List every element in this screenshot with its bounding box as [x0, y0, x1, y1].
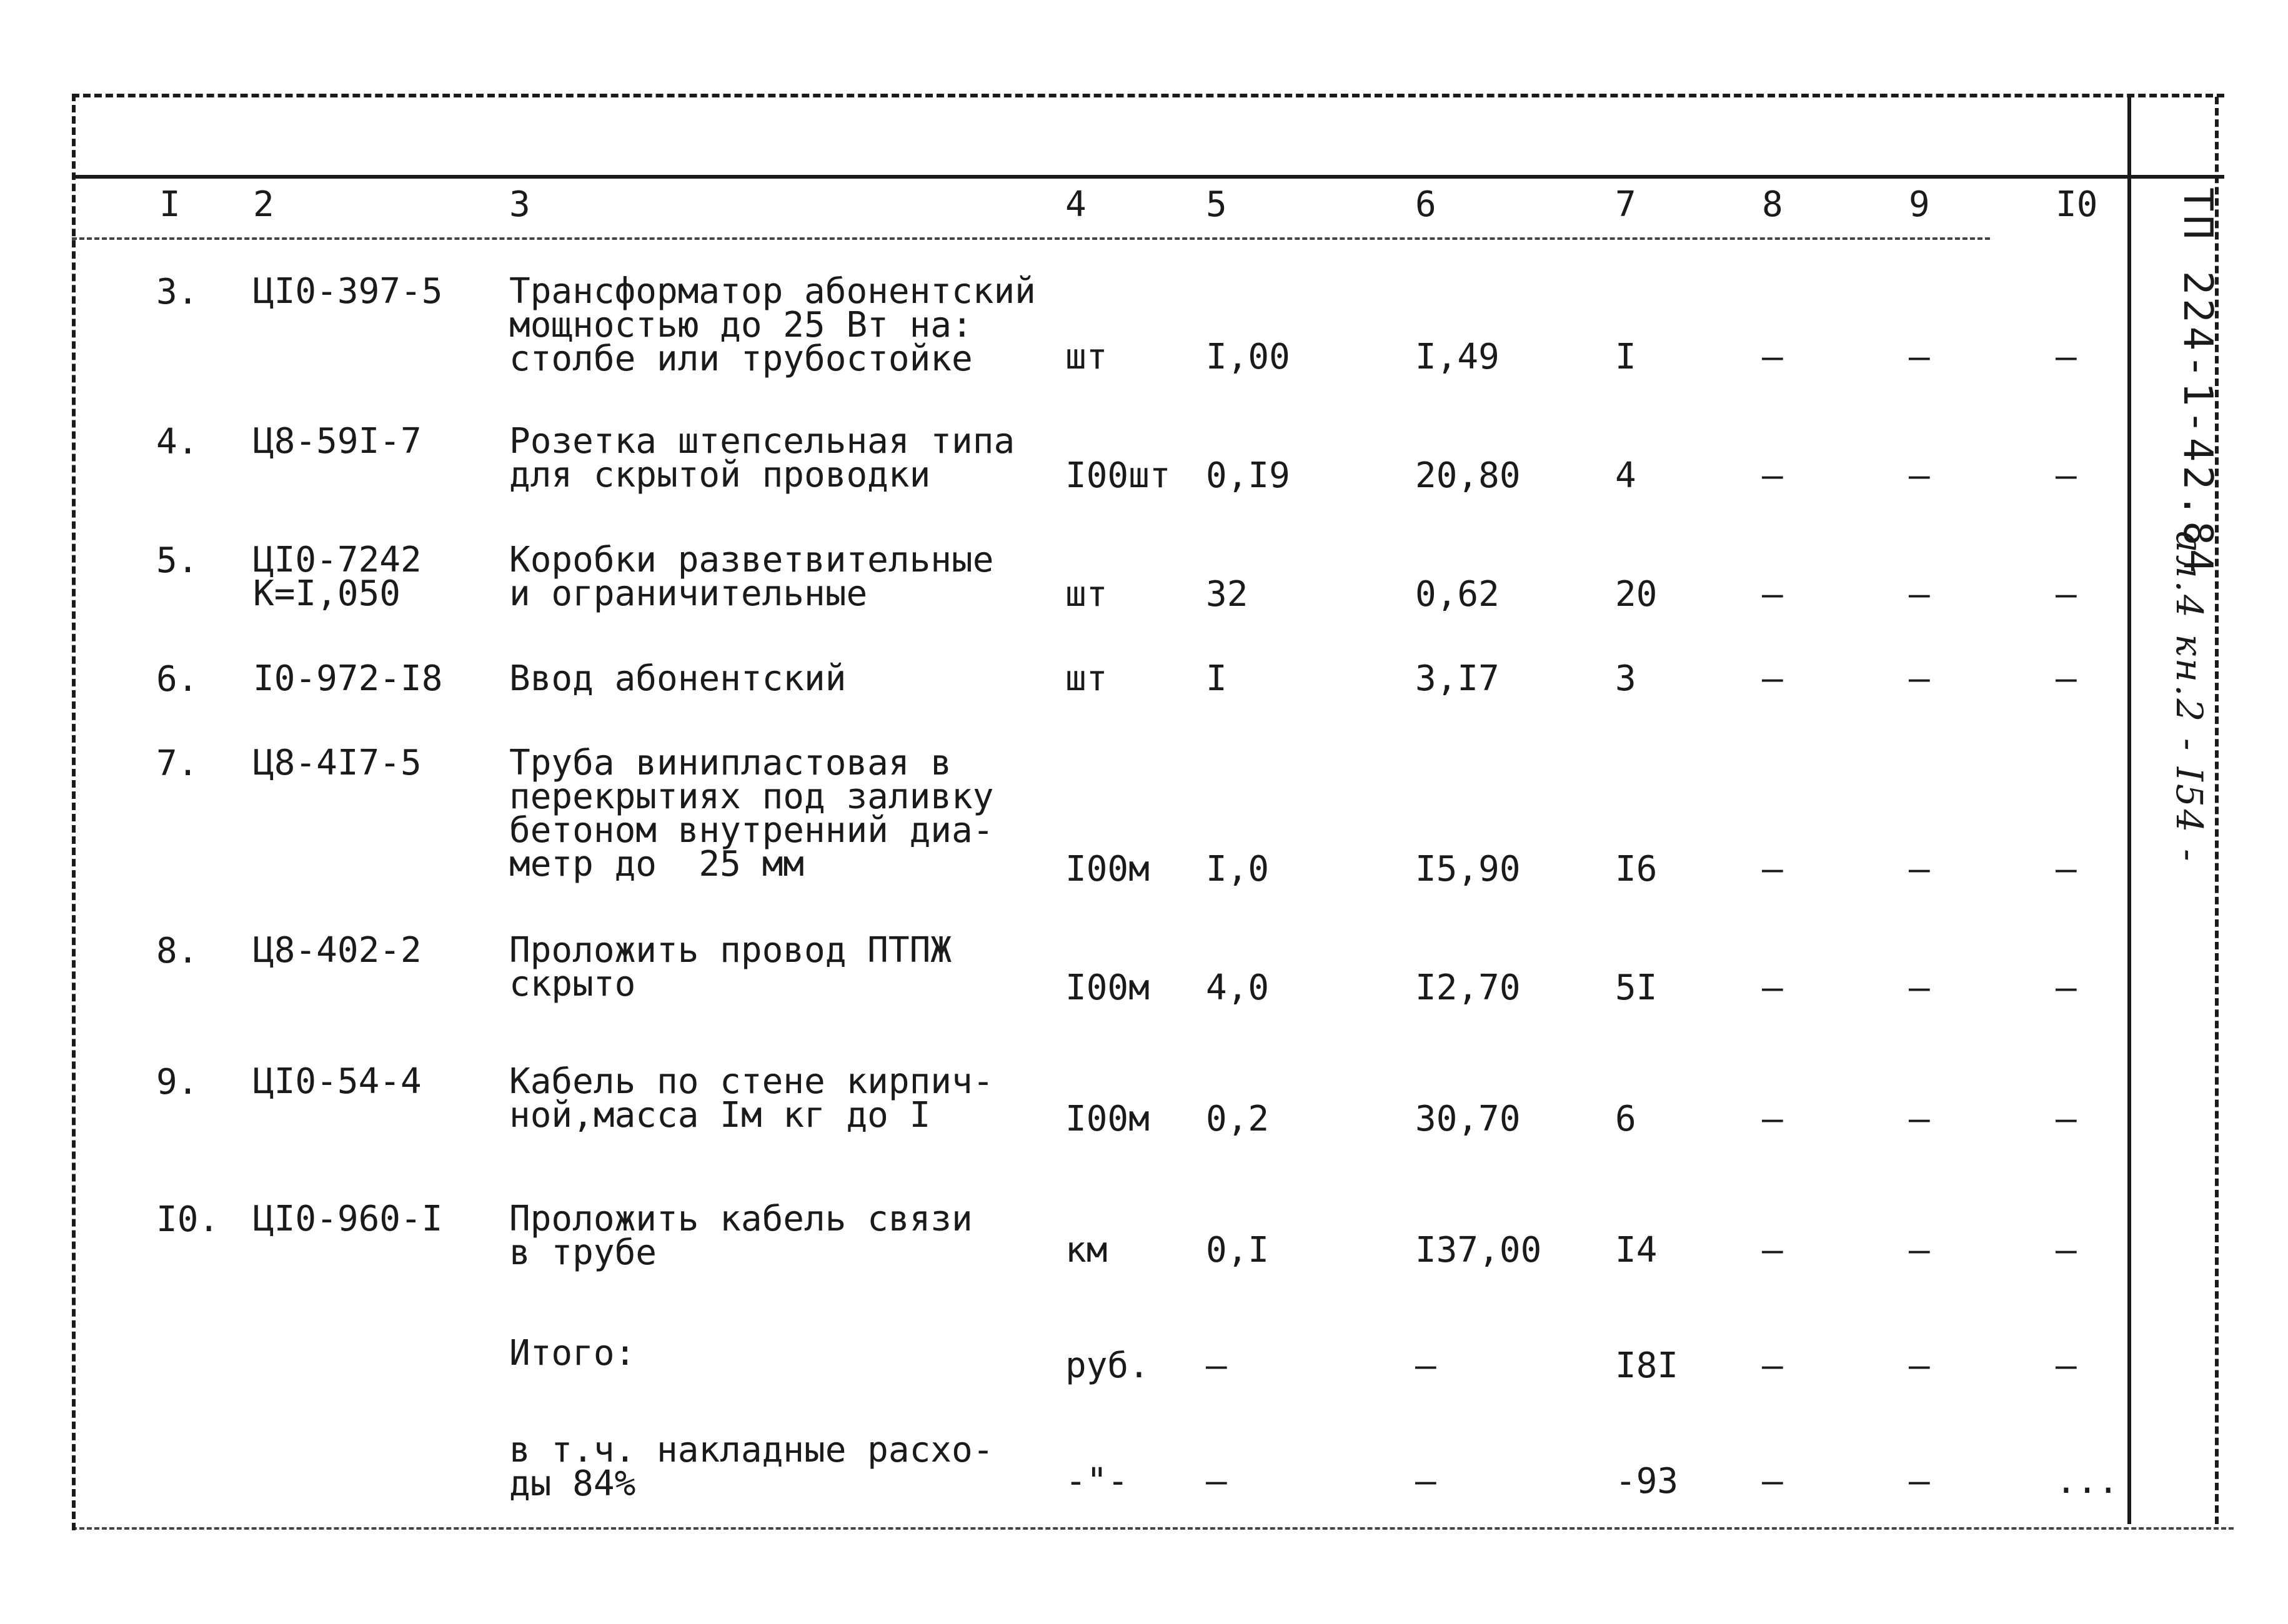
- col-9-value: –: [1909, 1461, 1930, 1502]
- column-header-1: I: [159, 184, 181, 225]
- unit: I00м: [1065, 849, 1150, 889]
- total-cost: I: [1615, 337, 1636, 377]
- work-description: Трансформатор абонентский мощностью до 25 Вт на: столбе или трубостойке: [509, 271, 1036, 379]
- quantity: 0,2: [1206, 1099, 1270, 1139]
- work-description: Кабель по стене кирпич- ной,масса Iм кг до I: [509, 1061, 994, 1136]
- unit-price: –: [1415, 1345, 1436, 1386]
- col-9-value: –: [1909, 337, 1930, 377]
- col-8-value: –: [1762, 1099, 1783, 1139]
- row-number: 7.: [156, 743, 199, 784]
- total-cost: I6: [1615, 849, 1658, 889]
- unit: шт: [1065, 658, 1108, 699]
- total-cost: -93: [1615, 1461, 1679, 1502]
- unit: I00м: [1065, 1099, 1150, 1139]
- price-code: ЦI0-397-5: [253, 271, 443, 312]
- quantity: 32: [1206, 574, 1248, 615]
- col-10-value: –: [2056, 1099, 2077, 1139]
- unit: шт: [1065, 337, 1108, 377]
- quantity: 0,I9: [1206, 455, 1290, 496]
- work-description: Коробки разветвительные и ограничительные: [509, 540, 994, 614]
- price-code: ЦI0-7242 К=I,050: [253, 540, 422, 614]
- price-code: ЦI0-54-4: [253, 1061, 422, 1102]
- col-10-value: –: [2056, 337, 2077, 377]
- stamp-column-divider: [2127, 97, 2131, 1524]
- col-10-value: –: [2056, 1230, 2077, 1270]
- header-underline: [72, 237, 1990, 240]
- col-8-value: –: [1762, 1345, 1783, 1386]
- price-code: ЦI0-960-I: [253, 1199, 443, 1239]
- col-10-value: –: [2056, 849, 2077, 889]
- row-number: 4.: [156, 422, 199, 462]
- col-8-value: –: [1762, 849, 1783, 889]
- unit: км: [1065, 1230, 1108, 1270]
- col-8-value: –: [1762, 1230, 1783, 1270]
- total-cost: I4: [1615, 1230, 1658, 1270]
- total-cost: 5I: [1615, 968, 1658, 1008]
- column-header-2: 2: [253, 184, 274, 225]
- column-header-10: I0: [2056, 184, 2098, 225]
- price-code: I0-972-I8: [253, 658, 443, 699]
- total-cost: 4: [1615, 455, 1636, 496]
- unit: I00шт: [1065, 455, 1171, 496]
- col-10-value: –: [2056, 574, 2077, 615]
- col-9-value: –: [1909, 1345, 1930, 1386]
- col-10-value: –: [2056, 1345, 2077, 1386]
- total-cost: 20: [1615, 574, 1658, 615]
- row-number: 6.: [156, 659, 199, 700]
- unit-price: –: [1415, 1461, 1436, 1502]
- col-10-value: ...: [2056, 1461, 2119, 1502]
- unit-price: 0,62: [1415, 574, 1500, 615]
- unit-price: I5,90: [1415, 849, 1521, 889]
- col-9-value: –: [1909, 968, 1930, 1008]
- col-8-value: –: [1762, 455, 1783, 496]
- col-9-value: –: [1909, 1099, 1930, 1139]
- unit-price: I37,00: [1415, 1230, 1542, 1270]
- unit: -"-: [1065, 1461, 1129, 1502]
- col-10-value: –: [2056, 455, 2077, 496]
- col-8-value: –: [1762, 1461, 1783, 1502]
- total-cost: I8I: [1615, 1345, 1679, 1386]
- work-description: Итого:: [509, 1333, 636, 1374]
- quantity: I: [1206, 658, 1227, 699]
- unit-price: I,49: [1415, 337, 1500, 377]
- column-header-5: 5: [1206, 184, 1227, 225]
- col-9-value: –: [1909, 849, 1930, 889]
- work-description: Проложить кабель связи в трубе: [509, 1199, 973, 1273]
- quantity: 0,I: [1206, 1230, 1270, 1270]
- column-header-7: 7: [1615, 184, 1636, 225]
- column-header-3: 3: [509, 184, 530, 225]
- work-description: в т.ч. накладные расхо- ды 84%: [509, 1430, 994, 1504]
- handwritten-page-note: ал.4 кн.2 - I54 -: [2168, 531, 2211, 864]
- row-number: 8.: [156, 931, 199, 971]
- work-description: Труба винипластовая в перекрытиях под заливку бетоном внутренний диа- метр до 25 мм: [509, 743, 994, 884]
- document-code-stamp: ТП 224-1-42.84: [2174, 187, 2221, 577]
- work-description: Ввод абонентский: [509, 658, 847, 699]
- column-header-9: 9: [1909, 184, 1930, 225]
- price-code: Ц8-402-2: [253, 930, 422, 971]
- unit-price: 20,80: [1415, 455, 1521, 496]
- unit: руб.: [1065, 1345, 1150, 1386]
- row-number: I0.: [156, 1199, 220, 1240]
- quantity: I,0: [1206, 849, 1270, 889]
- frame-bottom-border: [72, 1527, 2234, 1530]
- work-description: Розетка штепсельная типа для скрытой проводки: [509, 421, 1015, 495]
- work-description: Проложить провод ПТПЖ скрыто: [509, 930, 952, 1004]
- column-header-4: 4: [1065, 184, 1087, 225]
- frame-left-border: [72, 94, 76, 1530]
- unit: I00м: [1065, 968, 1150, 1008]
- price-code: Ц8-59I-7: [253, 421, 422, 462]
- unit: шт: [1065, 574, 1108, 615]
- col-8-value: –: [1762, 968, 1783, 1008]
- price-code: Ц8-4I7-5: [253, 743, 422, 783]
- col-8-value: –: [1762, 658, 1783, 699]
- unit-price: 3,I7: [1415, 658, 1500, 699]
- quantity: –: [1206, 1345, 1227, 1386]
- quantity: –: [1206, 1461, 1227, 1502]
- col-9-value: –: [1909, 658, 1930, 699]
- col-8-value: –: [1762, 574, 1783, 615]
- header-divider: [72, 175, 2224, 179]
- total-cost: 3: [1615, 658, 1636, 699]
- row-number: 5.: [156, 540, 199, 581]
- frame-top-border: [72, 94, 2224, 97]
- col-10-value: –: [2056, 968, 2077, 1008]
- column-header-6: 6: [1415, 184, 1436, 225]
- unit-price: 30,70: [1415, 1099, 1521, 1139]
- col-9-value: –: [1909, 455, 1930, 496]
- quantity: 4,0: [1206, 968, 1270, 1008]
- column-header-8: 8: [1762, 184, 1783, 225]
- row-number: 9.: [156, 1062, 199, 1102]
- unit-price: I2,70: [1415, 968, 1521, 1008]
- total-cost: 6: [1615, 1099, 1636, 1139]
- col-9-value: –: [1909, 574, 1930, 615]
- col-10-value: –: [2056, 658, 2077, 699]
- col-9-value: –: [1909, 1230, 1930, 1270]
- row-number: 3.: [156, 272, 199, 312]
- col-8-value: –: [1762, 337, 1783, 377]
- quantity: I,00: [1206, 337, 1290, 377]
